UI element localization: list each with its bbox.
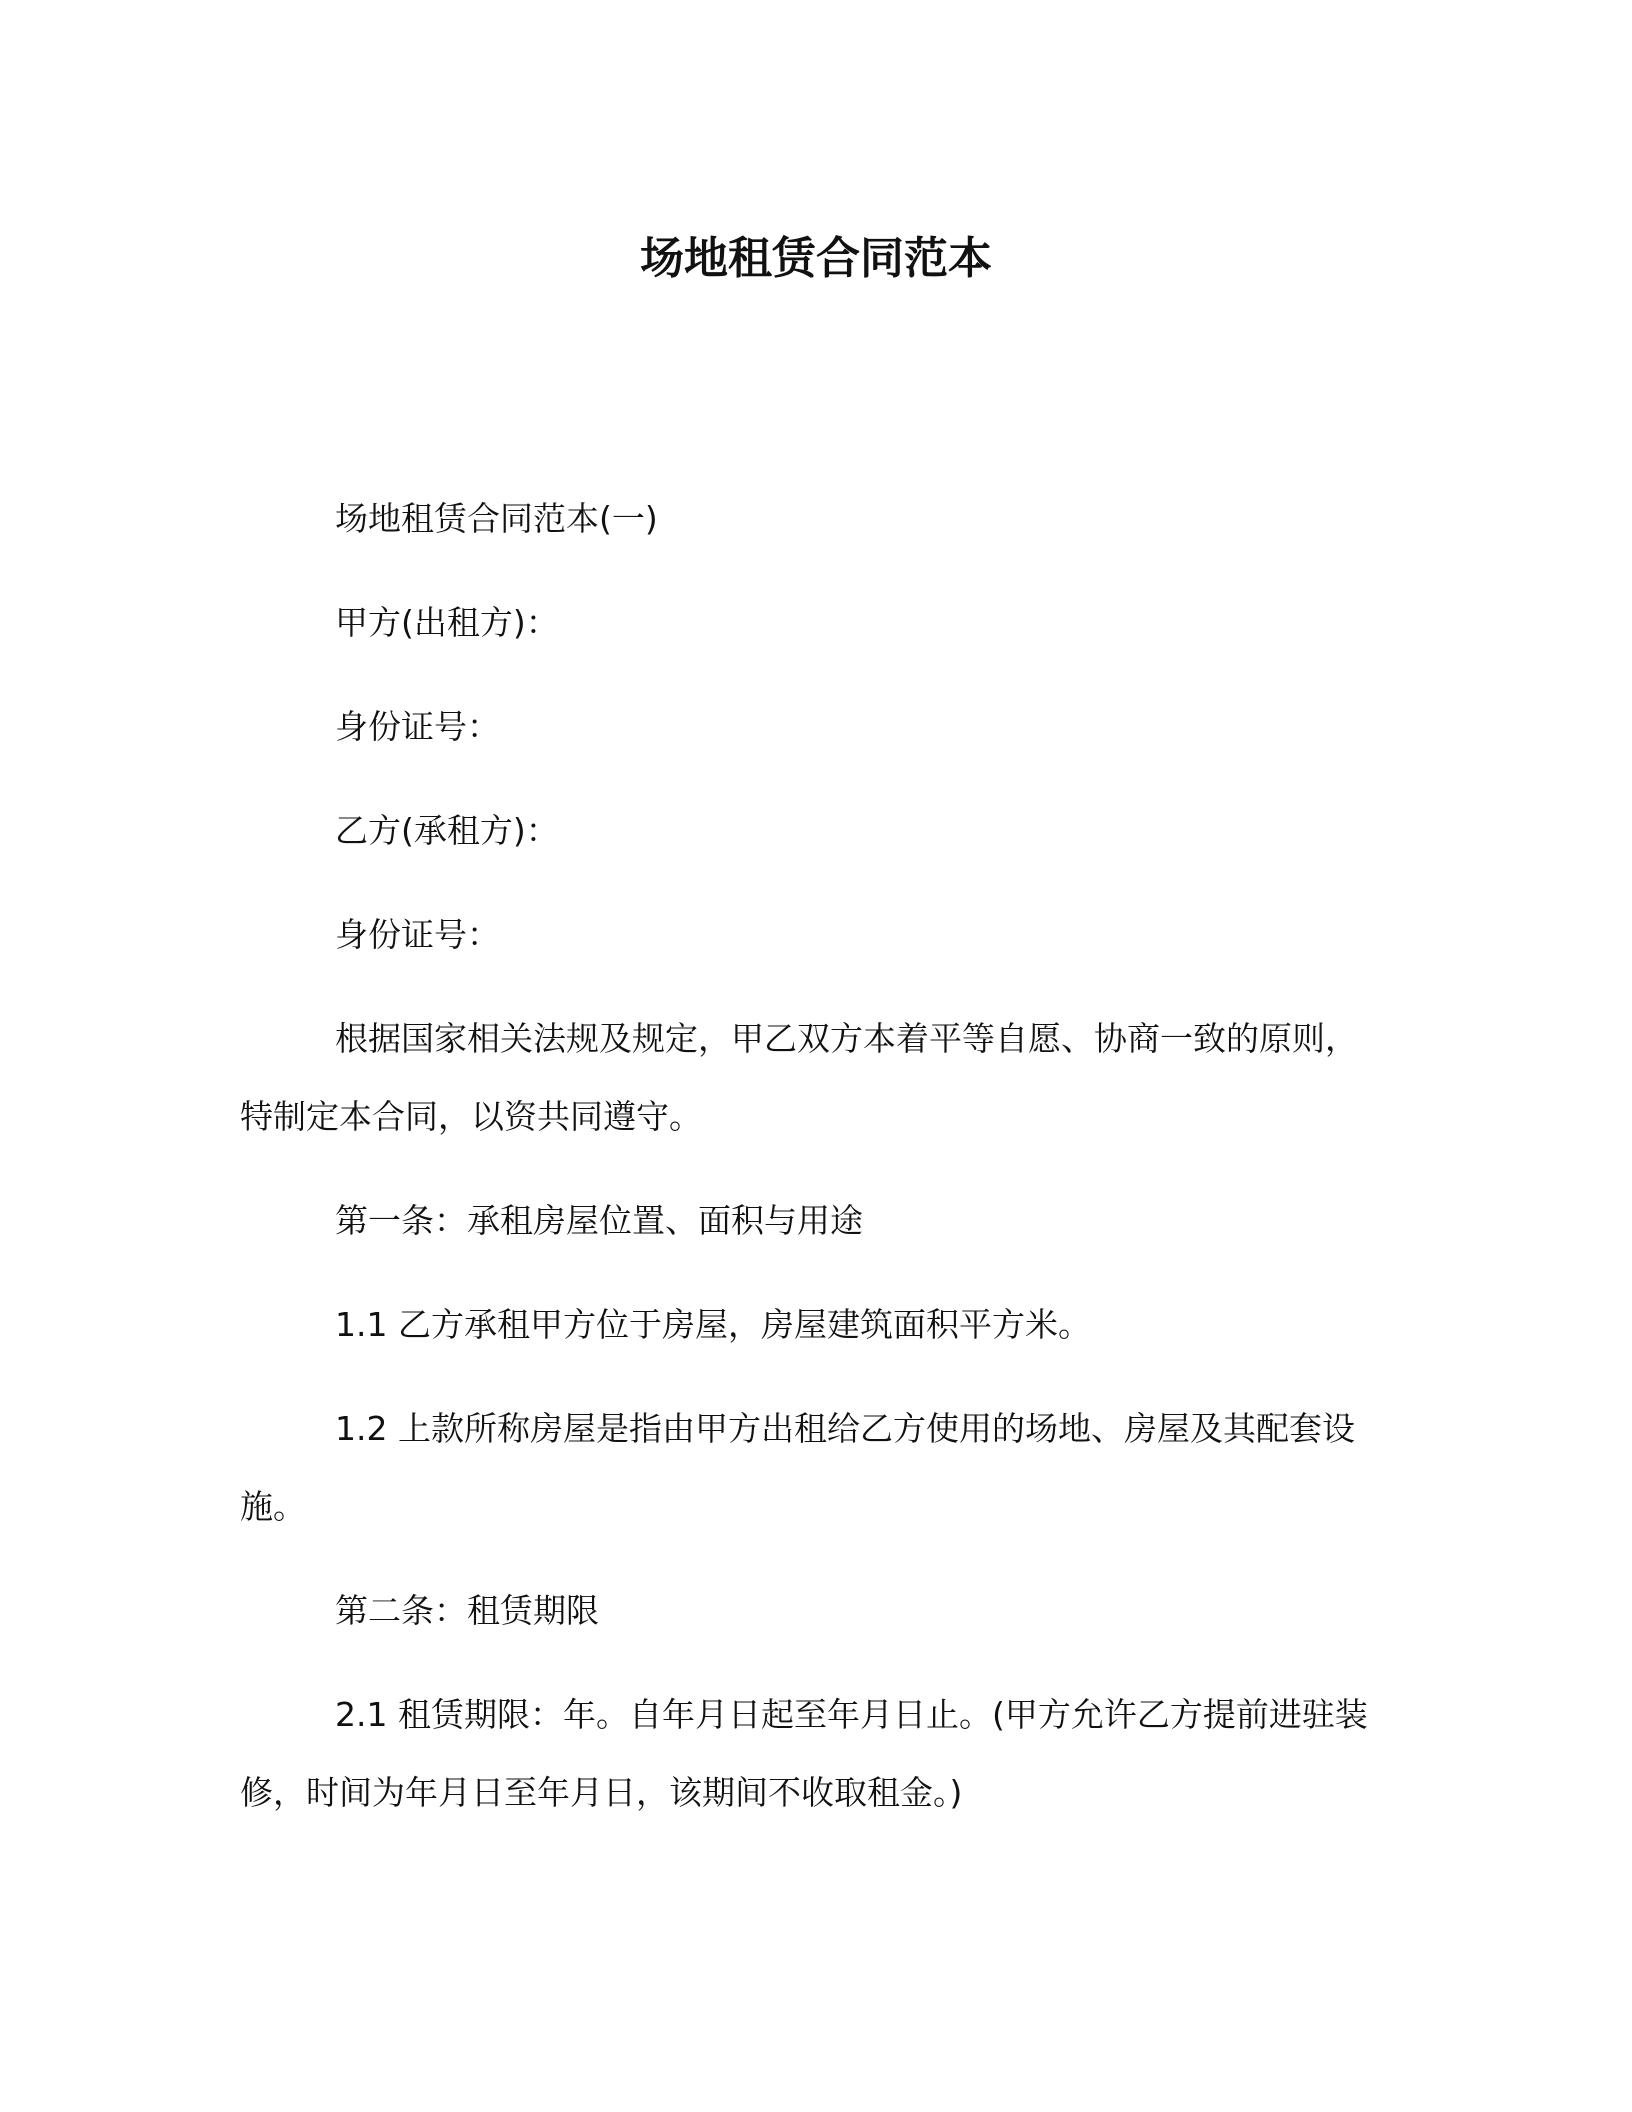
clause-2-1: 2.1 租赁期限：年。自年月日起至年月日止。(甲方允许乙方提前进驻装修，时间为年月日至年月日，该期间不收取租金。) <box>240 1695 1368 1812</box>
clause-1-2: 1.2 上款所称房屋是指由甲方出租给乙方使用的场地、房屋及其配套设施。 <box>240 1409 1355 1526</box>
contract-subtitle: 场地租赁合同范本(一) <box>335 499 658 538</box>
preamble-paragraph: 根据国家相关法规及规定，甲乙双方本着平等自愿、协商一致的原则，特制定本合同，以资共同遵守。 <box>240 1019 1358 1136</box>
document-body <box>240 480 1390 1858</box>
article-2-heading: 第二条：租赁期限 <box>335 1591 599 1630</box>
party-b-label: 乙方(承租方)： <box>335 811 559 850</box>
party-a-label: 甲方(出租方)： <box>335 603 559 642</box>
document-title: 场地租赁合同范本 <box>640 233 992 284</box>
clause-1-1: 1.1 乙方承租甲方位于房屋，房屋建筑面积平方米。 <box>335 1305 1091 1344</box>
article-1-heading: 第一条：承租房屋位置、面积与用途 <box>335 1201 863 1240</box>
party-b-id-label: 身份证号： <box>335 915 500 954</box>
party-a-id-label: 身份证号： <box>335 707 500 746</box>
